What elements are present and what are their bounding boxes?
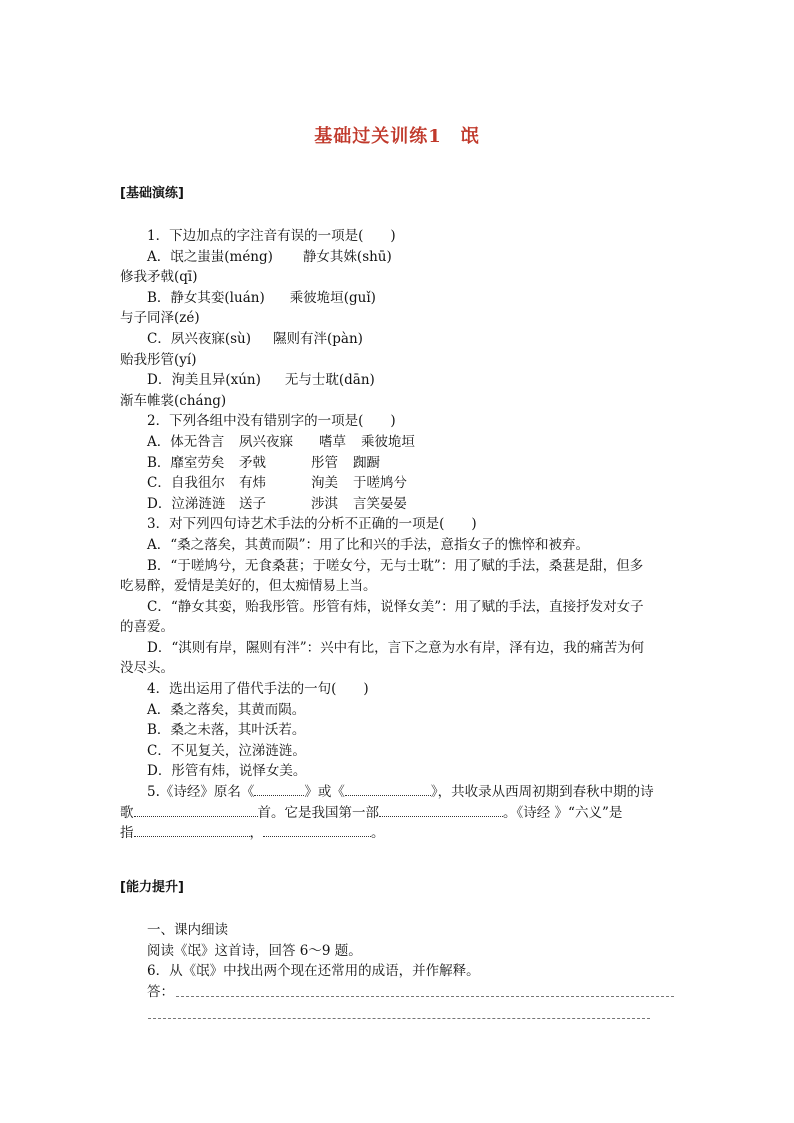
answer-blank-line-1[interactable] [176, 996, 674, 997]
question-1-option-a [120, 247, 680, 268]
reading-section [120, 920, 680, 1002]
question-3-option-d: D．“淇则有岸，隰则有泮”：兴中有比，言下之意为水有岸，泽有边，我的痛苦为何 [147, 639, 645, 656]
question-2-stem: 2．下列各组中没有错别字的一项是( ) [147, 413, 396, 430]
question-4-option-d: D．彤管有炜，说怿女美。 [147, 763, 307, 780]
fill-blank[interactable] [134, 824, 250, 837]
fill-blank[interactable] [345, 783, 431, 796]
reading-heading: 一、课内细读 [147, 922, 228, 938]
question-1-option-b [120, 288, 680, 309]
option-text: 隰则有泮(pàn) [273, 330, 363, 347]
answer-blank-line-2[interactable] [148, 1018, 650, 1019]
question-1-stem: 1．下边加点的字注音有误的一项是( ) [147, 228, 396, 244]
question-1-option-c-cont: 贻我彤管(yí) [120, 351, 197, 368]
question-3-option-b: B．“于嗟鸠兮，无食桑葚；于嗟女兮，无与士耽”：用了赋的手法，桑葚是甜，但多 [147, 557, 644, 574]
section-heading-basic: [基础演练] [120, 186, 184, 201]
question-3-option-c: C．“静女其娈，贻我彤管。彤管有炜，说怿女美”：用了赋的手法，直接抒发对女子 [147, 598, 644, 615]
question-1-option-a-cont: 修我矛戟(qī) [120, 269, 198, 286]
fill-blank[interactable] [134, 804, 258, 817]
question-4-option-c: C．不见复关，泣涕涟涟。 [147, 742, 306, 759]
option-text: A．氓之蚩蚩(méng) [147, 248, 273, 265]
question-3-option-a: A．“桑之落矣，其黄而陨”：用了比和兴的手法，意指女子的憔悴和被弃。 [147, 536, 590, 553]
section-heading-advanced: [能力提升] [120, 880, 184, 895]
option-text: 乘彼垝垣(guǐ) [289, 289, 376, 306]
question-3-option-d-cont: 没尽头。 [120, 660, 174, 677]
question-1-option-b-cont: 与子同泽(zé) [120, 310, 200, 327]
question-4-stem: 4．选出运用了借代手法的一句( ) [147, 681, 369, 698]
fill-blank[interactable] [263, 824, 371, 837]
question-1-option-d-cont: 渐车帷裳(cháng) [120, 392, 227, 409]
question-5-line-1: 5.《诗经》原名《 》或《 》，共收录从西周初期到春秋中期的诗 [147, 784, 654, 801]
question-2-option-c: C．自我徂尔 有炜 洵美 于嗟鸠兮 [147, 475, 407, 492]
option-text: D．洵美且异(xún) [147, 372, 261, 389]
question-3-option-b-cont: 吃易醉，爱情是美好的，但太痴情易上当。 [120, 578, 377, 595]
option-text: 无与士耽(dān) [284, 372, 375, 389]
question-3-option-c-cont: 的喜爱。 [120, 619, 174, 636]
option-text: B．静女其娈(luán) [147, 289, 265, 306]
question-3-stem: 3．对下列四句诗艺术手法的分析不正确的一项是( ) [147, 516, 477, 533]
reading-intro: 阅读《氓》这首诗，回答 6～9 题。 [147, 942, 362, 959]
answer-label: 答： [147, 983, 174, 1000]
fill-blank[interactable] [254, 783, 304, 796]
question-1-option-d [120, 370, 680, 391]
question-2-option-b: B．靡室劳矣 矛戟 彤管 踟蹰 [147, 454, 380, 471]
question-5-line-3: 指 ， 。 [120, 825, 385, 842]
question-4-option-a: A．桑之落矣，其黄而陨。 [147, 701, 306, 718]
option-text: 静女其姝(shū) [302, 248, 392, 265]
option-text: C．夙兴夜寐(sù) [147, 330, 251, 347]
question-2-option-a: A．体无咎言 夙兴夜寐 嗜草 乘彼垝垣 [147, 433, 415, 450]
answer-line [120, 982, 680, 1003]
page-title: 基础过关训练1 氓 [314, 126, 480, 147]
question-1-option-c [120, 329, 680, 350]
question-4-option-b: B．桑之未落，其叶沃若。 [147, 722, 306, 739]
basic-exercises [120, 226, 680, 844]
question-6-stem: 6．从《氓》中找出两个现在还常用的成语，并作解释。 [147, 963, 480, 980]
question-5-line-2: 歌 首。它是我国第一部 。《诗经 》“六义”是 [120, 804, 623, 821]
fill-blank[interactable] [379, 804, 503, 817]
question-2-option-d: D．泣涕涟涟 送子 涉淇 言笑晏晏 [147, 495, 407, 512]
